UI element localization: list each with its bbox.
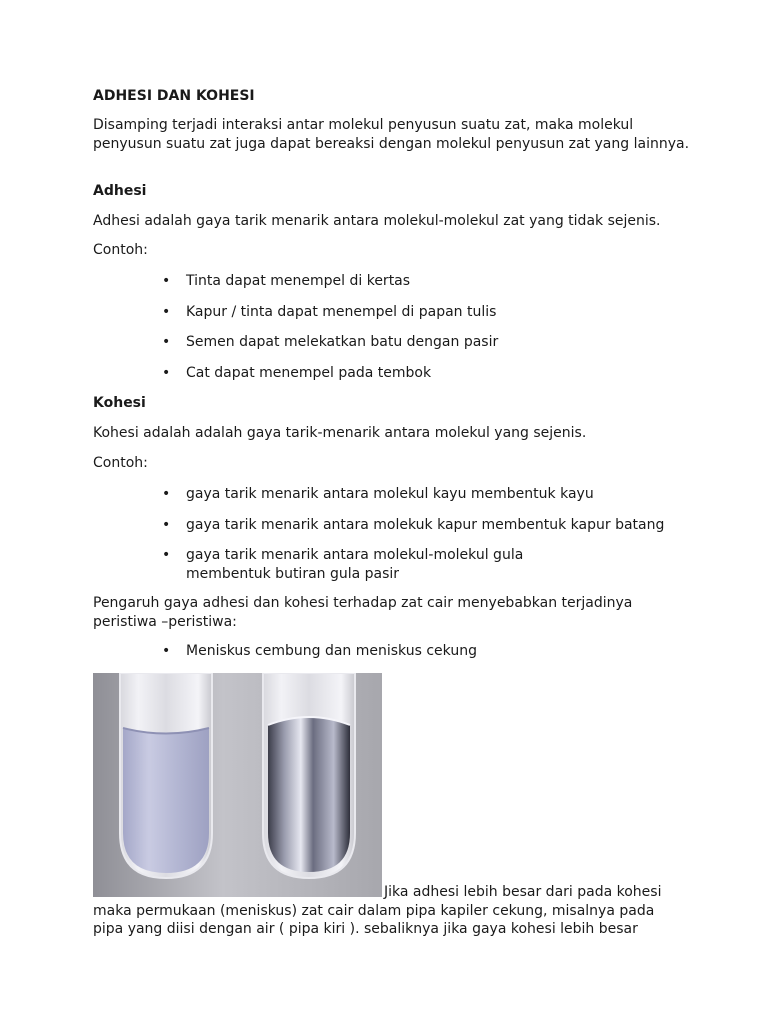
pengaruh-list bbox=[93, 642, 693, 673]
bullet-icon: • bbox=[162, 273, 171, 289]
list-item: • gaya tarik menarik antara molekul-molekul gula membentuk butiran gula pasir bbox=[162, 547, 524, 582]
list-item: • gaya tarik menarik antara molekul kayu membentuk kayu bbox=[162, 486, 594, 502]
caption-line-3: pipa yang diisi dengan air ( pipa kiri ). sebaliknya jika gaya kohesi lebih besar bbox=[93, 921, 638, 937]
pengaruh-paragraph: Pengaruh gaya adhesi dan kohesi terhadap zat cair menyebabkan terjadinya peristiwa –peristiwa: bbox=[93, 595, 633, 630]
bullet-icon: • bbox=[162, 303, 171, 320]
kohesi-contoh-label: Contoh: bbox=[93, 455, 148, 471]
bullet-icon: • bbox=[162, 643, 171, 659]
kohesi-examples-list bbox=[93, 485, 693, 595]
list-item: • Semen dapat melekatkan batu dengan pasir bbox=[162, 334, 499, 350]
caption-line-1: Jika adhesi lebih besar dari pada kohesi bbox=[384, 884, 662, 900]
bullet-icon: • bbox=[162, 334, 171, 350]
document-title: ADHESI DAN KOHESI bbox=[93, 88, 255, 104]
kohesi-heading: Kohesi bbox=[93, 395, 146, 411]
intro-paragraph: Disamping terjadi interaksi antar molekul penyusun suatu zat, maka molekul penyusun suatu zat juga dapat bereaksi dengan molekul penyusun zat yang lainnya. bbox=[93, 117, 690, 152]
list-item: • Kapur / tinta dapat menempel di papan tulis bbox=[162, 303, 497, 320]
bullet-icon: • bbox=[162, 547, 171, 563]
test-tubes-illustration bbox=[93, 673, 382, 897]
bullet-icon: • bbox=[162, 516, 171, 533]
list-item: • Cat dapat menempel pada tembok bbox=[162, 364, 432, 381]
kohesi-definition: Kohesi adalah adalah gaya tarik-menarik antara molekul yang sejenis. bbox=[93, 425, 587, 441]
list-item: • Meniskus cembung dan meniskus cekung bbox=[162, 643, 477, 659]
caption-line-2: maka permukaan (meniskus) zat cair dalam pipa kapiler cekung, misalnya pada bbox=[93, 903, 655, 919]
bullet-icon: • bbox=[162, 486, 171, 502]
list-item: • gaya tarik menarik antara molekuk kapur membentuk kapur batang bbox=[162, 516, 665, 533]
meniscus-test-tubes-image bbox=[93, 673, 382, 897]
adhesi-contoh-label: Contoh: bbox=[93, 242, 148, 258]
bullet-icon: • bbox=[162, 364, 171, 381]
adhesi-examples-list bbox=[93, 272, 693, 394]
adhesi-definition: Adhesi adalah gaya tarik menarik antara molekul-molekul zat yang tidak sejenis. bbox=[93, 213, 661, 229]
list-item: • Tinta dapat menempel di kertas bbox=[162, 273, 411, 289]
adhesi-heading: Adhesi bbox=[93, 183, 147, 199]
